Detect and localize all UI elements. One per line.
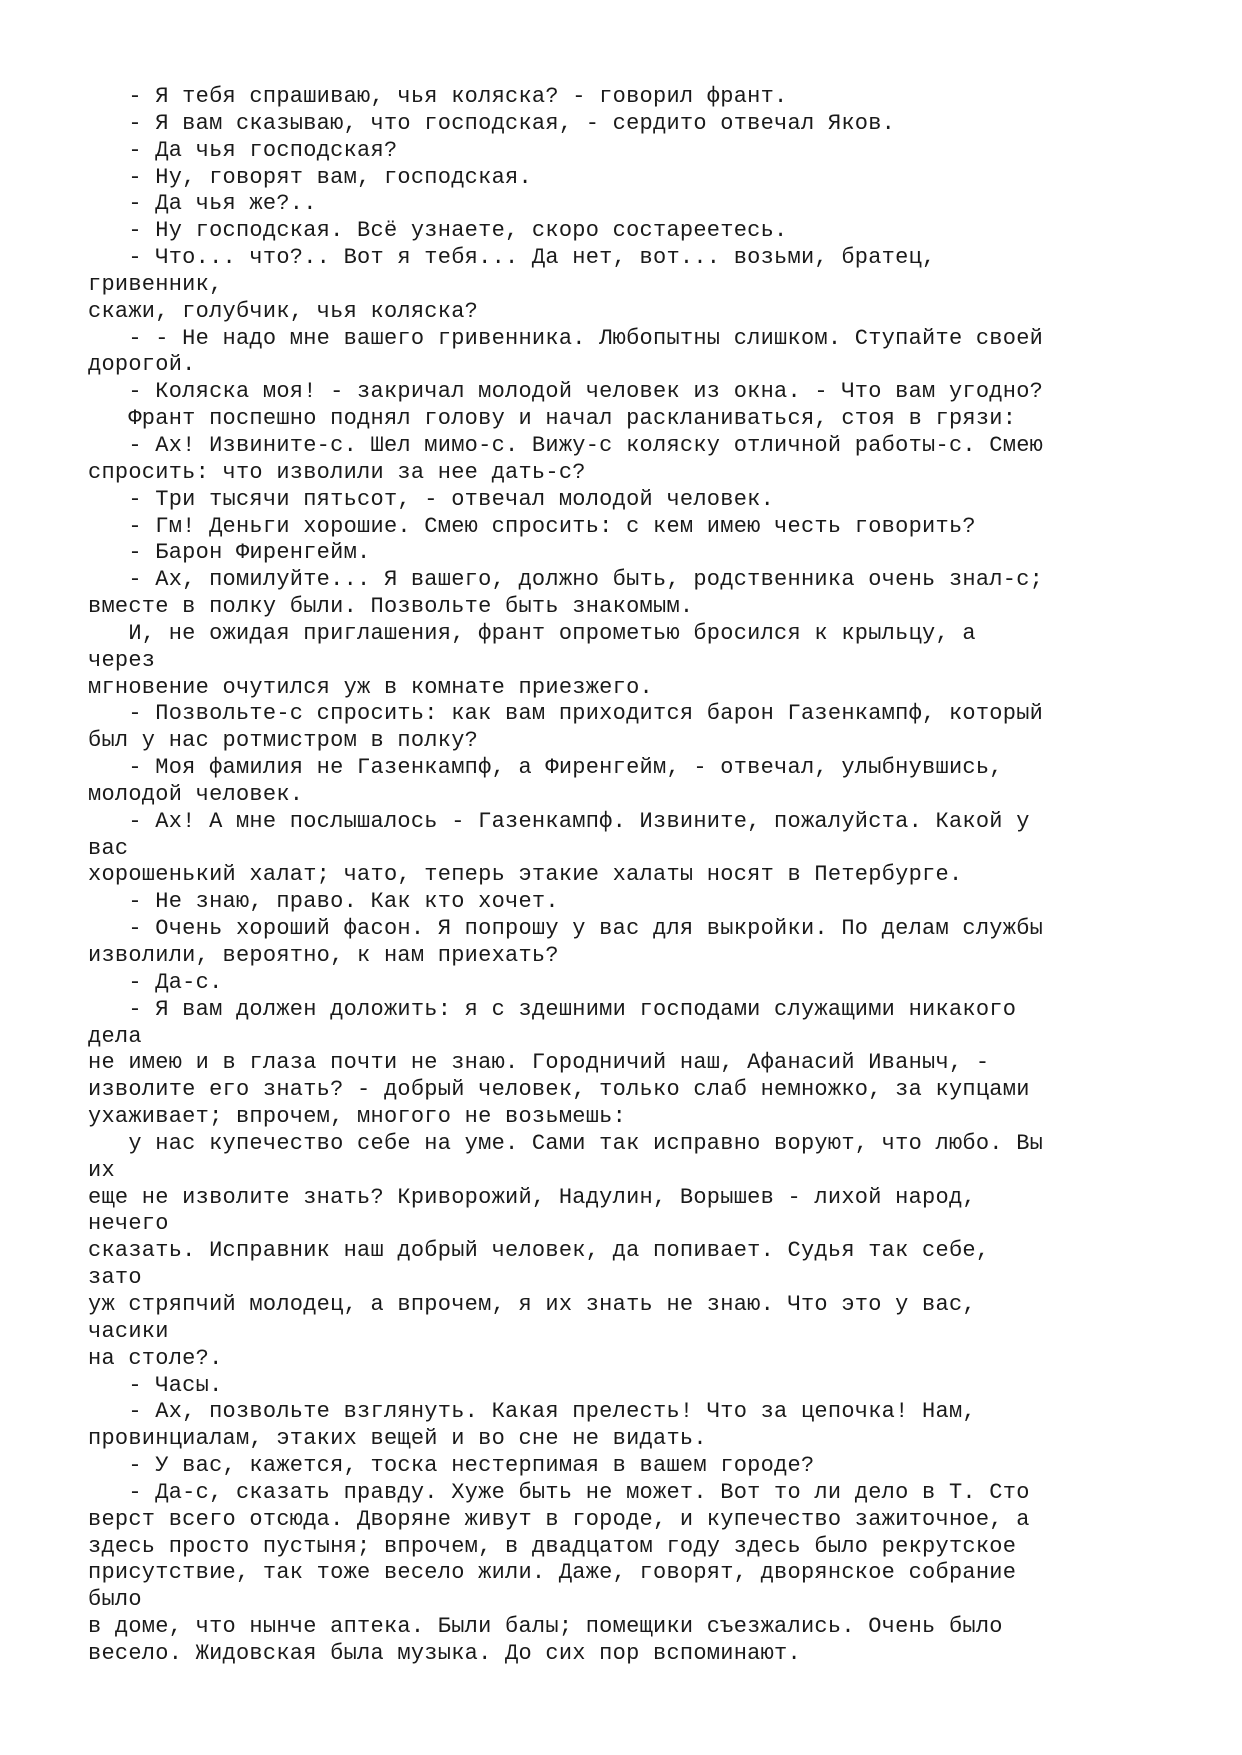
text-line: часики <box>88 1318 169 1344</box>
text-line: мгновение очутился уж в комнате приезжего. <box>88 674 653 700</box>
text-line: - Ну господская. Всё узнаете, скоро состареетесь. <box>88 218 788 244</box>
text-line: - Ах! Извините-с. Шел мимо-с. Вижу-с коляску отличной работы-с. Смею <box>88 432 1044 458</box>
text-line: дела <box>88 1023 142 1049</box>
text-line: весело. Жидовская была музыка. До сих пор вспоминают. <box>88 1640 801 1666</box>
text-line: еще не изволите знать? Криворожий, Надулин, Ворышев - лихой народ, <box>88 1184 976 1210</box>
text-line: - Я вам должен доложить: я с здешними господами служащими никакого <box>88 996 1017 1022</box>
text-line: - Три тысячи пятьсот, - отвечал молодой человек. <box>88 486 775 512</box>
text-line: - Очень хороший фасон. Я попрошу у вас для выкройки. По делам службы <box>88 916 1044 942</box>
text-line: - Да-с. <box>88 969 223 995</box>
text-line: - Что... что?.. Вот я тебя... Да нет, вот... возьми, братец, <box>88 245 936 271</box>
text-line: - Гм! Деньги хорошие. Смею спросить: с кем имею честь говорить? <box>88 513 976 539</box>
text-line: - Часы. <box>88 1372 223 1398</box>
text-line: у нас купечество себе на уме. Сами так исправно воруют, что любо. Вы <box>88 1130 1044 1156</box>
text-line: верст всего отсюда. Дворяне живут в городе, и купечество зажиточное, а <box>88 1506 1030 1532</box>
text-line: - Позвольте-с спросить: как вам приходится барон Газенкампф, который <box>88 701 1044 727</box>
text-line: изволили, вероятно, к нам приехать? <box>88 943 559 968</box>
text-line: - Ну, говорят вам, господская. <box>88 164 532 190</box>
text-line: изволите его знать? - добрый человек, только слаб немножко, за купцами <box>88 1077 1030 1103</box>
text-line: нечего <box>88 1211 169 1237</box>
text-line: был у нас ротмистром в полку? <box>88 728 479 754</box>
text-line: здесь просто пустыня; впрочем, в двадцатом году здесь было рекрутское <box>88 1533 1017 1559</box>
text-line: - Я вам сказываю, что господская, - сердито отвечал Яков. <box>88 110 896 136</box>
text-line: скажи, голубчик, чья коляска? <box>88 298 479 324</box>
text-line: молодой человек. <box>88 781 304 807</box>
text-line: присутствие, так тоже весело жили. Даже, говорят, дворянское собрание <box>88 1560 1017 1586</box>
text-line: - Да чья господская? <box>88 137 398 163</box>
text-line: - Моя фамилия не Газенкампф, а Фиренгейм, - отвечал, улыбнувшись, <box>88 755 1003 781</box>
text-line: дорогой. <box>88 352 196 378</box>
text-line: - Барон Фиренгейм. <box>88 540 371 566</box>
text-line: - Ах! А мне послышалось - Газенкампф. Извините, пожалуйста. Какой у <box>88 808 1030 834</box>
text-line: было <box>88 1587 142 1613</box>
text-line: сказать. Исправник наш добрый человек, да попивает. Судья так себе, <box>88 1238 990 1264</box>
text-line: не имею и в глаза почти не знаю. Городничий наш, Афанасий Иваныч, - <box>88 1050 990 1076</box>
text-line: хорошенький халат; чато, теперь этакие халаты носят в Петербурге. <box>88 862 963 888</box>
text-line: вместе в полку были. Позвольте быть знакомым. <box>88 594 694 620</box>
text-line: зато <box>88 1265 142 1291</box>
text-line: - Ах, помилуйте... Я вашего, должно быть, родственника очень знал-с; <box>88 567 1044 593</box>
text-line: в доме, что нынче аптека. Были балы; помещики съезжались. Очень было <box>88 1614 1003 1640</box>
text-line: - Коляска моя! - закричал молодой человек из окна. - Что вам угодно? <box>88 379 1044 405</box>
text-line: спросить: что изволили за нее дать-с? <box>88 459 586 485</box>
text-line: - - Не надо мне вашего гривенника. Любопытны слишком. Ступайте своей <box>88 325 1044 351</box>
text-line: Франт поспешно поднял голову и начал раскланиваться, стоя в грязи: <box>88 406 1017 432</box>
text-line: - Я тебя спрашиваю, чья коляска? - говорил франт. <box>88 84 788 109</box>
text-line: ухаживает; впрочем, многого не возьмешь: <box>88 1104 627 1130</box>
text-line: через <box>88 647 156 673</box>
text-line: - Ах, позвольте взглянуть. Какая прелесть! Что за цепочка! Нам, <box>88 1399 976 1425</box>
text-line: - Да-с, сказать правду. Хуже быть не может. Вот то ли дело в Т. Сто <box>88 1479 1030 1505</box>
text-line: И, не ожидая приглашения, франт опрометью бросился к крыльцу, а <box>88 620 976 646</box>
text-line: - Да чья же?.. <box>88 191 317 217</box>
text-line: гривенник, <box>88 271 223 297</box>
text-line: - Не знаю, право. Как кто хочет. <box>88 889 559 915</box>
text-line: - У вас, кажется, тоска нестерпимая в вашем городе? <box>88 1453 815 1479</box>
text-line: провинциалам, этаких вещей и во сне не видать. <box>88 1426 707 1452</box>
text-line: их <box>88 1157 115 1183</box>
text-line: на столе?. <box>88 1345 223 1371</box>
document-text <box>88 84 1208 1668</box>
text-line: вас <box>88 835 129 861</box>
text-line: уж стряпчий молодец, а впрочем, я их знать не знаю. Что это у вас, <box>88 1291 976 1317</box>
